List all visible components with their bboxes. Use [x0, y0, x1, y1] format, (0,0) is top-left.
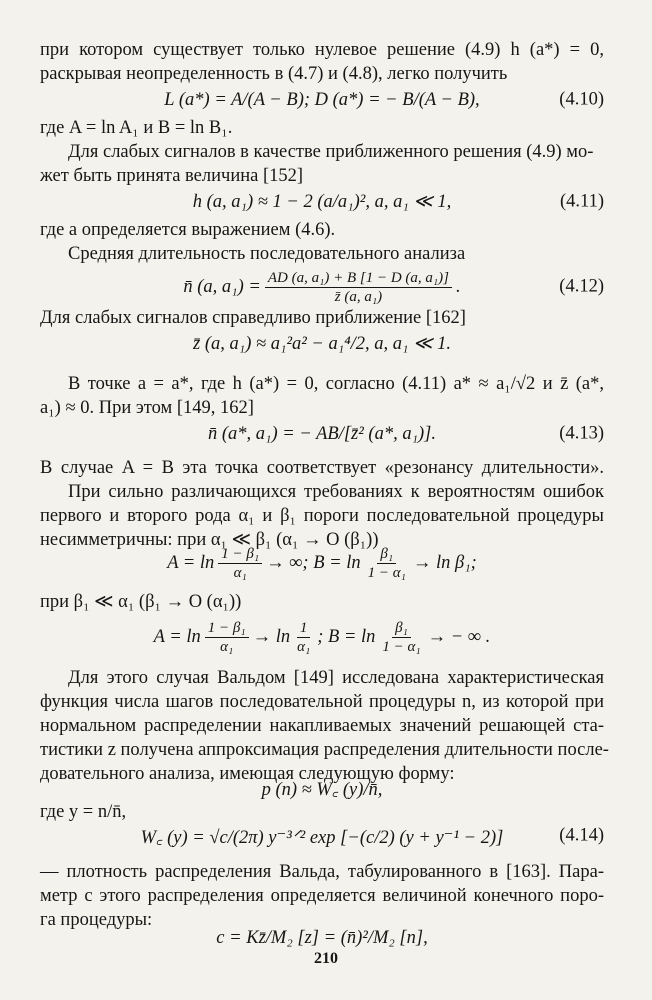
text-line: при котором существует только нулевое решение (4.9) h (a*) = 0,: [40, 40, 604, 60]
fraction-numerator: 1 − β₁: [205, 619, 249, 638]
equation-fraction: [205, 619, 249, 656]
fraction-denominator: 1 − α₁: [367, 564, 406, 581]
fraction-denominator: α₁: [297, 638, 311, 655]
equation-4-14: [40, 816, 604, 856]
text-line: В случае A = B эта точка соответствует «резонансу длительности».: [40, 458, 604, 478]
equation-part: ; B = ln: [317, 626, 376, 647]
text-line: Средняя длительность последовательного анализа: [68, 244, 466, 264]
equation-4-11: [40, 182, 604, 222]
text-line: раскрывая неопределенность в (4.7) и (4.8), легко получить: [40, 64, 508, 84]
text-line: a₁) ≈ 0. При этом [149, 162]: [40, 398, 254, 418]
equation-part: → ln: [252, 626, 291, 647]
text-line: Для слабых сигналов справедливо приближение [162]: [40, 308, 466, 328]
equation-4-10: [40, 80, 604, 120]
text-line: при β₁ ≪ α₁ (β₁ → O (α₁)): [40, 592, 242, 612]
text-line: Для этого случая Вальдом [149] исследована характеристическая: [68, 668, 604, 688]
fraction-denominator: α₁: [220, 638, 234, 655]
equation-part: → − ∞ .: [427, 626, 491, 647]
equation-fraction: [294, 619, 313, 656]
text-line: Для слабых сигналов в качестве приближенного решения (4.9) мо-: [68, 142, 594, 162]
equation-fraction: [379, 619, 423, 656]
fraction-denominator: z̄ (a, a₁): [334, 288, 383, 305]
equation-4-12: [40, 264, 604, 310]
text-line: При сильно различающихся требованиях к вероятностям ошибок: [68, 482, 604, 502]
equation-text: z̄ (a, a₁) ≈ a₁²a² − a₁⁴/2, a, a₁ ≪ 1.: [193, 334, 451, 354]
equation-fraction: [265, 269, 452, 306]
equation-part: A = ln: [153, 626, 201, 647]
equation-text: p (n) ≈ W꜀ (y)/n̄,: [261, 779, 383, 800]
equation-fraction: [218, 545, 262, 582]
equation-part: A = ln: [167, 552, 215, 573]
text-line: га процедуры:: [40, 910, 153, 930]
fraction-numerator: β₁: [377, 545, 396, 564]
page-number: 210: [314, 950, 338, 967]
equation-text: W꜀ (y) = √c/(2π) y⁻³ᐟ² exp [−(c/2) (y + y⁻¹ − 2)]: [140, 827, 504, 848]
text-line: функция числа шагов последовательной процедуры n, из которой при: [40, 692, 604, 712]
text-line: несимметричны: при α₁ ≪ β₁ (α₁ → O (β₁)): [40, 530, 379, 550]
equation-number: (4.13): [559, 423, 604, 444]
equation-thresholds-a: [40, 540, 604, 586]
equation-lhs: n̄ (a, a₁) =: [183, 276, 261, 297]
text-line: довательного анализа, имеющая следующую форму:: [40, 764, 455, 784]
equation-text: h (a, a₁) ≈ 1 − 2 (a/a₁)², a, a₁ ≪ 1,: [192, 192, 452, 212]
equation-text: c = Kz̄/M₂ [z] = (n̄)²/M₂ [n],: [216, 927, 428, 948]
text-line: первого и второго рода α₁ и β₁ пороги последовательной процедуры: [40, 506, 604, 526]
text-line: где y = n/n̄,: [40, 802, 127, 822]
equation-fraction: [365, 545, 409, 582]
equation-number: (4.14): [559, 825, 604, 846]
equation-text: L (a*) = A/(A − B); D (a*) = − B/(A − B),: [164, 89, 480, 110]
equation-number: (4.11): [559, 191, 604, 212]
text-line: В точке a = a*, где h (a*) = 0, согласно (4.11) a* ≈ a₁/√2 и z̄ (a*,: [68, 374, 604, 394]
equation-thresholds-b: [40, 614, 604, 660]
equation-tail: .: [455, 276, 461, 297]
fraction-numerator: β₁: [392, 619, 411, 638]
text-line: где a определяется выражением (4.6).: [40, 220, 336, 240]
equation-text: n̄ (a*, a₁) = − AB/[z̄² (a*, a₁)].: [207, 423, 437, 444]
equation-part: → ln β₁;: [412, 552, 477, 573]
fraction-denominator: α₁: [233, 564, 247, 581]
fraction-numerator: AD (a, a₁) + B [1 − D (a, a₁)]: [265, 269, 452, 288]
fraction-numerator: 1 − β₁: [218, 545, 262, 564]
equation-approx: [40, 324, 604, 364]
equation-number: (4.12): [559, 276, 604, 297]
text-line: жет быть принята величина [152]: [40, 166, 304, 186]
text-line: метр c этого распределения определяется величиной конечного поро-: [40, 886, 604, 906]
equation-part: → ∞; B = ln: [266, 552, 361, 573]
equation-4-13: [40, 414, 604, 454]
text-line: — плотность распределения Вальда, табулированного в [163]. Пара-: [40, 862, 604, 882]
text-line: тистики z получена аппроксимация распределения длительности после-: [40, 740, 609, 760]
fraction-numerator: 1: [297, 619, 311, 638]
fraction-denominator: 1 − α₁: [382, 638, 421, 655]
equation-number: (4.10): [559, 89, 604, 110]
text-line: нормальном распределении накапливаемых значений решающей ста-: [40, 716, 604, 736]
text-line: где A = ln A₁ и B = ln B₁.: [40, 118, 233, 138]
